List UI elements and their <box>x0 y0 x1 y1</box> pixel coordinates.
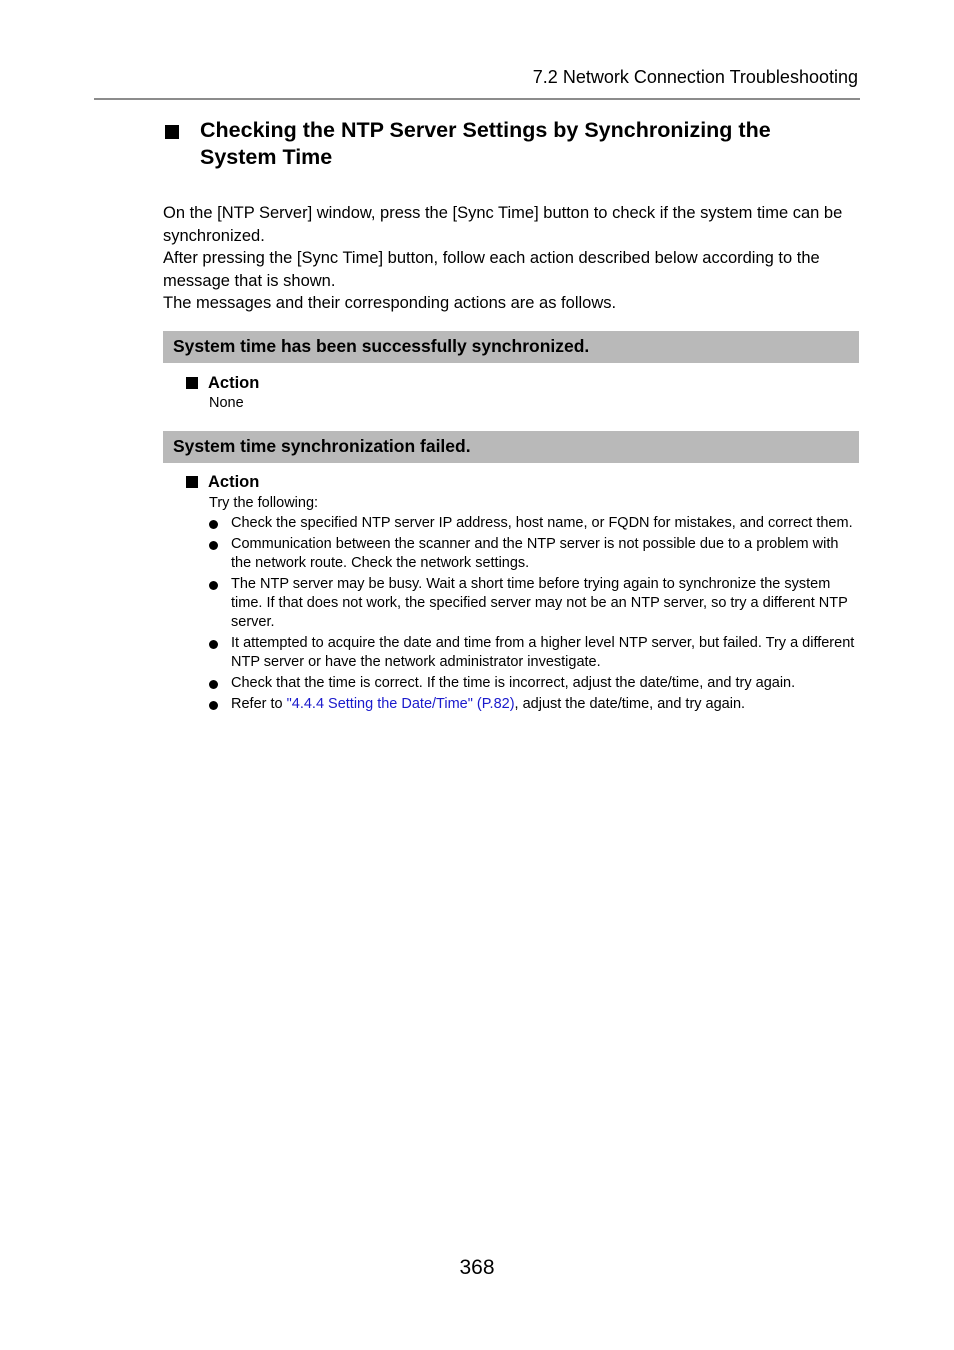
bullet-dot-icon <box>209 581 218 590</box>
list-item-text: The NTP server may be busy. Wait a short time before trying again to synchronize the system time. If that does not work, the specified server may not be an NTP server, so try a different NTP server. <box>231 575 848 631</box>
intro-paragraph: On the [NTP Server] window, press the [Sync Time] button to check if the system time can be synchronized. <box>163 204 843 245</box>
list-item <box>209 695 859 714</box>
date-time-settings-link[interactable]: "4.4.4 Setting the Date/Time" (P.82) <box>286 696 515 713</box>
list-item <box>209 535 859 573</box>
bullet-dot-icon <box>209 520 218 529</box>
square-bullet-icon <box>165 125 179 139</box>
list-item <box>209 575 859 633</box>
section-heading: Checking the NTP Server Settings by Synchronizing the System Time <box>200 118 771 169</box>
square-bullet-icon <box>186 476 198 488</box>
message-banner-failed: System time synchronization failed. <box>163 431 859 463</box>
intro-paragraph: The messages and their corresponding actions are as follows. <box>163 294 617 312</box>
bullet-dot-icon <box>209 640 218 649</box>
running-header: 7.2 Network Connection Troubleshooting <box>532 67 858 87</box>
message-banner-success: System time has been successfully synchronized. <box>163 331 859 363</box>
header-divider <box>94 98 860 100</box>
action-text: None <box>209 395 244 411</box>
action-label: Action <box>208 374 260 392</box>
list-item-prefix: Refer to <box>231 696 287 713</box>
list-item-text: Check that the time is correct. If the time is incorrect, adjust the date/time, and try again. <box>231 675 796 692</box>
list-item <box>209 514 859 533</box>
intro-text <box>163 202 863 315</box>
bullet-dot-icon <box>209 680 218 689</box>
list-item-text: Communication between the scanner and the NTP server is not possible due to a problem with the network route. Check the network settings. <box>231 535 839 572</box>
list-item-suffix: , adjust the date/time, and try again. <box>514 696 746 713</box>
action-text: Try the following: <box>209 495 319 511</box>
bullet-dot-icon <box>209 541 218 550</box>
list-item <box>209 634 859 672</box>
action-list <box>209 514 859 716</box>
list-item-text: Check the specified NTP server IP address, host name, or FQDN for mistakes, and correct them. <box>231 515 853 531</box>
list-item <box>209 674 859 693</box>
intro-paragraph: After pressing the [Sync Time] button, follow each action described below according to the message that is shown. <box>163 249 820 290</box>
bullet-dot-icon <box>209 701 218 710</box>
page-number: 368 <box>459 1256 495 1279</box>
action-label: Action <box>208 473 260 491</box>
square-bullet-icon <box>186 377 198 389</box>
list-item-text: It attempted to acquire the date and time from a higher level NTP server, but failed. Try a different NTP server or have the network administrator investigate. <box>231 635 855 671</box>
